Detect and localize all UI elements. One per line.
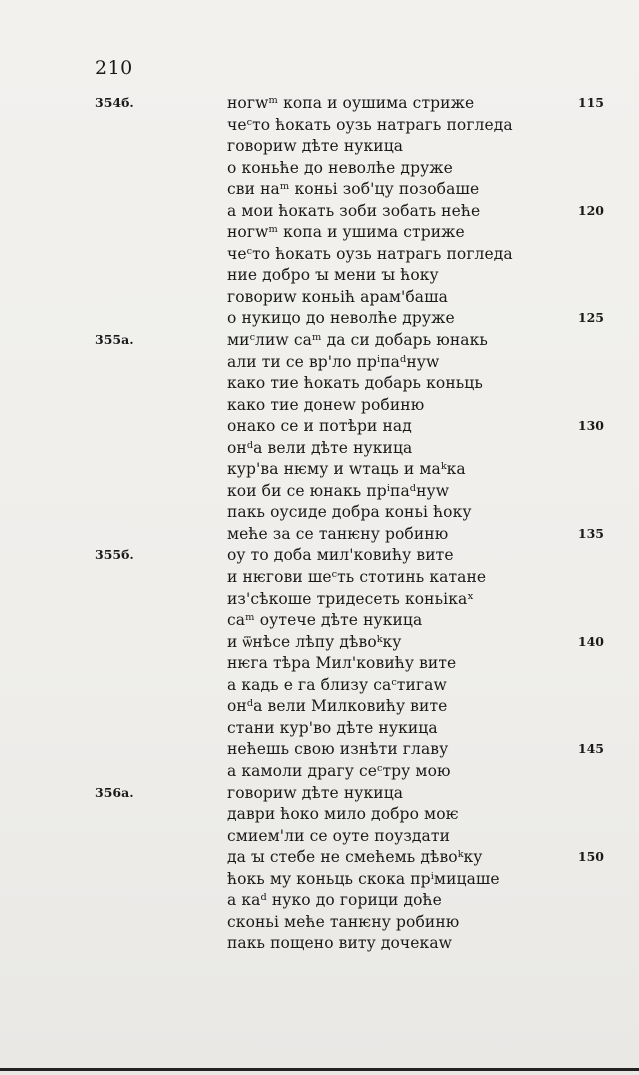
verse-text: мeће за се танѥну робиню xyxy=(227,524,449,543)
verse-line xyxy=(0,482,639,504)
manuscript-folio-mark: 355б. xyxy=(95,547,134,563)
manuscript-folio-mark: 356а. xyxy=(95,784,134,800)
verse-lines xyxy=(0,94,639,956)
verse-text: онᵈа вели Милковићу вите xyxy=(227,697,448,716)
verse-text: нећешь свою изнѣти главу xyxy=(227,740,449,759)
verse-line xyxy=(0,396,639,418)
line-number: 115 xyxy=(577,95,604,110)
verse-line xyxy=(0,503,639,525)
verse-line xyxy=(0,697,639,719)
verse-line xyxy=(0,913,639,935)
verse-text: пакь оусиде добра коньі ћоку xyxy=(227,503,472,522)
verse-text: пакь пощено виту дочекаw xyxy=(227,934,453,953)
verse-text: а кадь е га близу саᶜтигаw xyxy=(227,675,447,694)
line-number: 125 xyxy=(577,310,604,326)
verse-line xyxy=(0,740,639,762)
verse-text: како тие ћокать добарь коньць xyxy=(227,374,483,393)
verse-text: говориw дѣте нукица xyxy=(227,783,404,802)
verse-text: говориw коньiћ арам'баша xyxy=(227,287,448,306)
verse-text: и ѿнѣсе лѣпу дѣвоᵏку xyxy=(227,632,402,651)
verse-line xyxy=(0,870,639,892)
line-number: 120 xyxy=(577,202,604,218)
verse-text: и нѥгови шеᶜть стотинь катане xyxy=(227,568,487,587)
verse-text: кур'ва нѥму и wтаць и маᵏка xyxy=(227,460,466,479)
verse-text: миᶜлиw саᵐ да си добарь юнакь xyxy=(227,331,488,350)
verse-text: о нукицо до неволће друже xyxy=(227,309,455,328)
verse-line xyxy=(0,116,639,138)
line-number: 150 xyxy=(577,849,604,865)
verse-line xyxy=(0,288,639,310)
verse-line xyxy=(0,417,639,439)
verse-text: онако се и потѣри над xyxy=(227,417,412,436)
verse-text: онᵈа вели дѣте нукица xyxy=(227,438,413,457)
verse-text: да ꙑ стебе не смећемь дѣвоᵏку xyxy=(227,848,483,867)
verse-line xyxy=(0,805,639,827)
verse-line xyxy=(0,827,639,849)
line-number: 135 xyxy=(577,525,604,541)
verse-line xyxy=(0,159,639,181)
verse-line xyxy=(0,611,639,633)
manuscript-folio-mark: 354б. xyxy=(95,95,134,110)
verse-line xyxy=(0,719,639,741)
bottom-edge xyxy=(0,1068,639,1071)
verse-line xyxy=(0,353,639,375)
verse-line xyxy=(0,180,639,202)
verse-text: из'сѣкоше тридесеть коньікаˣ xyxy=(227,589,474,608)
verse-line xyxy=(0,568,639,590)
line-number: 130 xyxy=(577,418,604,434)
verse-text: стани кур'во дѣте нукица xyxy=(227,718,438,737)
verse-line xyxy=(0,590,639,612)
verse-text: оу то доба мил'ковићу вите xyxy=(227,546,454,565)
verse-text: ногwᵐ копа и оушима стриже xyxy=(227,94,475,112)
verse-line xyxy=(0,374,639,396)
verse-line xyxy=(0,633,639,655)
verse-line xyxy=(0,245,639,267)
verse-line xyxy=(0,202,639,224)
verse-text: нѥга тѣра Мил'ковићу вите xyxy=(227,654,457,673)
verse-text: а камоли драгу сеᶜтру мою xyxy=(227,761,451,780)
verse-line xyxy=(0,266,639,288)
verse-text: чеᶜто ћокать оузь натрагь погледа xyxy=(227,244,513,263)
verse-line xyxy=(0,546,639,568)
verse-line xyxy=(0,137,639,159)
verse-line xyxy=(0,676,639,698)
verse-text: ние добро ꙑ мени ꙑ ћоку xyxy=(227,266,439,285)
line-number: 140 xyxy=(577,633,604,649)
verse-text: ћокь му коньць скока прⁱмицаше xyxy=(227,869,500,888)
verse-text: како тие донеw робиню xyxy=(227,395,425,414)
verse-line xyxy=(0,654,639,676)
verse-text: смием'ли се оуте поуздати xyxy=(227,826,450,845)
page-number: 210 xyxy=(95,57,133,79)
verse-line xyxy=(0,331,639,353)
verse-text: сви наᵐ коньі зоб'цу позобаше xyxy=(227,180,480,199)
manuscript-folio-mark: 355а. xyxy=(95,332,134,348)
verse-line xyxy=(0,94,639,116)
verse-line xyxy=(0,460,639,482)
verse-line xyxy=(0,934,639,956)
verse-line xyxy=(0,891,639,913)
verse-line xyxy=(0,762,639,784)
verse-line xyxy=(0,223,639,245)
verse-text: саᵐ оутече дѣте нукица xyxy=(227,611,423,630)
verse-line xyxy=(0,525,639,547)
verse-text: чеᶜто ћокать оузь натрагь погледа xyxy=(227,115,513,134)
verse-line xyxy=(0,309,639,331)
verse-line xyxy=(0,784,639,806)
verse-text: али ти се вр'ло прⁱпаᵈнуw xyxy=(227,352,440,371)
verse-text: ногwᵐ копа и ушима стриже xyxy=(227,223,465,242)
verse-text: говориw дѣте нукица xyxy=(227,137,404,156)
verse-text: о коньће до неволће друже xyxy=(227,158,453,177)
verse-text: а мои ћокать зоби зобать нећe xyxy=(227,201,481,220)
verse-text: сконьі мeће танѥну робиню xyxy=(227,912,460,931)
verse-line xyxy=(0,439,639,461)
verse-line xyxy=(0,848,639,870)
verse-text: даври ћоко мило добро моѥ xyxy=(227,805,459,824)
line-number: 145 xyxy=(577,741,604,757)
verse-text: кои би се юнакь прⁱпаᵈнуw xyxy=(227,481,450,500)
verse-text: а каᵈ нуко до горици доће xyxy=(227,891,442,910)
